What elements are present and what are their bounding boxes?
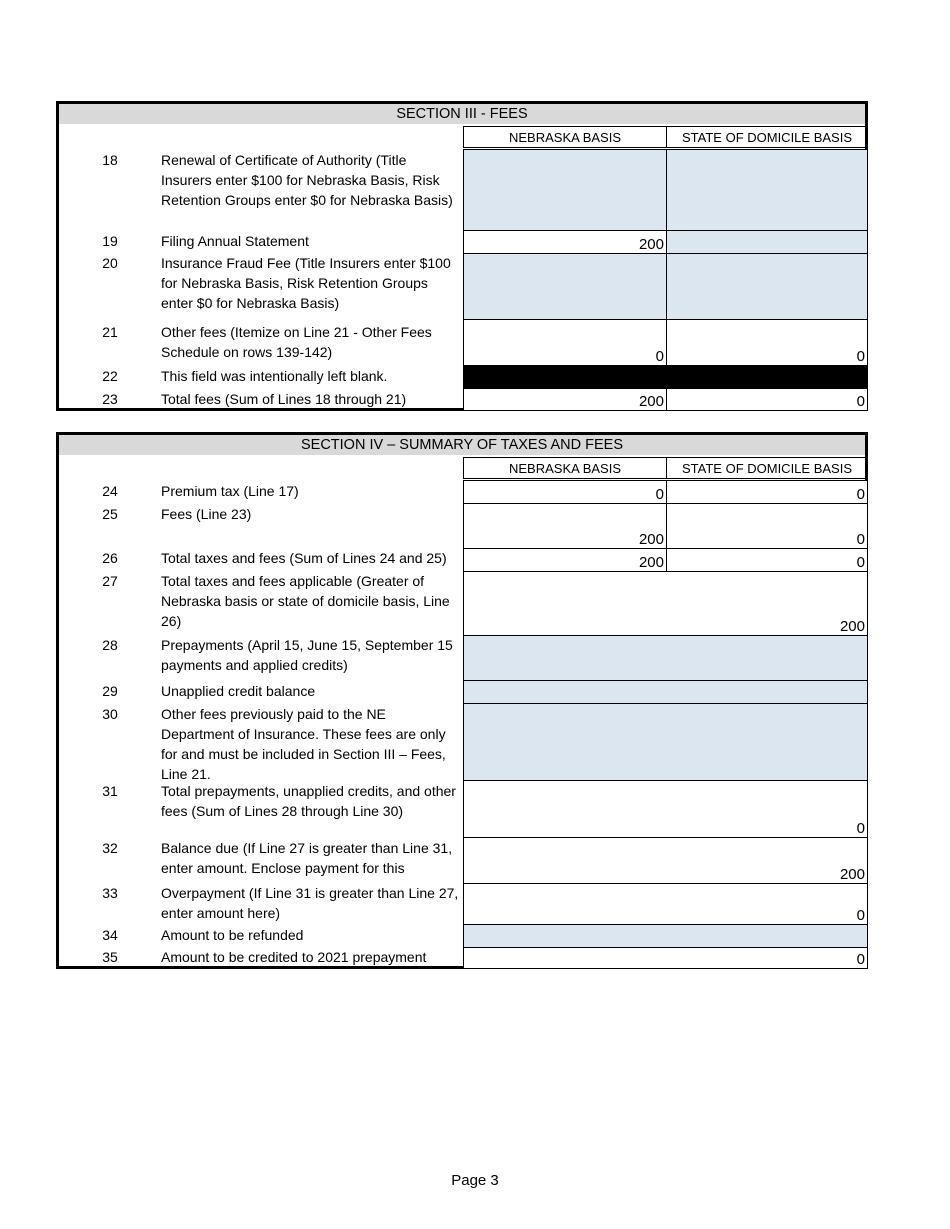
balance-due-field[interactable]: 200 [463,837,868,884]
line-number: 21 [102,324,118,340]
section-title: SECTION IV – SUMMARY OF TAXES AND FEES [59,435,865,455]
line-label: Other fees (Itemize on Line 21 - Other Fees Schedule on rows 139-142) [161,324,432,360]
line-number: 28 [102,637,118,653]
unapplied-credit-field[interactable] [463,680,868,704]
line-number: 29 [102,683,118,699]
line-number: 25 [102,506,118,522]
line-number: 26 [102,550,118,566]
domicile-basis-field[interactable]: 0 [666,388,868,411]
line-number: 31 [102,783,118,799]
line-number: 18 [102,152,118,168]
column-header-nebraska: NEBRASKA BASIS [463,457,667,479]
line-label: Renewal of Certificate of Authority (Title Insurers enter $100 for Nebraska Basis, Risk Retention Groups enter $0 for Nebraska Basis) [161,152,453,208]
line-label: Premium tax (Line 17) [161,483,299,499]
line-number: 35 [102,949,118,965]
line-label: Amount to be credited to 2021 prepayment [161,949,427,965]
nebraska-basis-field[interactable]: 200 [463,230,667,254]
line-number: 33 [102,885,118,901]
line-number: 32 [102,840,118,856]
domicile-basis-field[interactable]: 0 [666,319,868,366]
applicable-total-field[interactable]: 200 [463,571,868,636]
domicile-basis-field[interactable]: 0 [666,548,868,572]
nebraska-basis-field[interactable]: 200 [463,388,667,411]
line-label: Insurance Fraud Fee (Title Insurers enter $100 for Nebraska Basis, Risk Retention Groups enter $0 for Nebraska Basis) [161,255,451,311]
domicile-basis-field[interactable] [666,253,868,320]
nebraska-basis-field[interactable] [463,253,667,320]
line-number: 22 [102,368,118,384]
nebraska-basis-field[interactable]: 0 [463,319,667,366]
line-label: Unapplied credit balance [161,683,316,699]
line-label: Filing Annual Statement [161,233,309,249]
line-label: Total taxes and fees applicable (Greater of Nebraska basis or state of domicile basis, Line 26) [161,573,450,629]
line-number: 23 [102,391,118,407]
column-header-nebraska: NEBRASKA BASIS [463,126,667,148]
line-number: 30 [102,706,118,722]
blank-field [463,366,868,388]
nebraska-basis-field[interactable]: 200 [463,503,667,549]
other-fees-paid-field[interactable] [463,703,868,781]
total-prepayments-field[interactable]: 0 [463,780,868,838]
domicile-basis-field[interactable]: 0 [666,480,868,504]
line-label: Balance due (If Line 27 is greater than Line 31, enter amount. Enclose payment for this [161,840,453,876]
column-header-domicile: STATE OF DOMICILE BASIS [666,126,868,148]
line-label: Total fees (Sum of Lines 18 through 21) [161,391,407,407]
line-label: Total taxes and fees (Sum of Lines 24 and 25) [161,550,447,566]
section-fees [56,101,868,411]
refund-amount-field[interactable] [463,924,868,948]
prepayments-field[interactable] [463,635,868,681]
line-number: 24 [102,483,118,499]
nebraska-basis-field[interactable]: 200 [463,548,667,572]
line-number: 19 [102,233,118,249]
page-number: Page 3 [451,1172,499,1189]
column-header-domicile: STATE OF DOMICILE BASIS [666,457,868,479]
nebraska-basis-field[interactable] [463,149,667,231]
line-label: Other fees previously paid to the NE Department of Insurance. These fees are only for and must be included in Section III – Fees, Line 21. [161,706,446,782]
line-label: Overpayment (If Line 31 is greater than Line 27, enter amount here) [161,885,459,921]
nebraska-basis-field[interactable]: 0 [463,480,667,504]
line-label: Prepayments (April 15, June 15, September 15 payments and applied credits) [161,637,453,673]
line-number: 34 [102,927,118,943]
domicile-basis-field[interactable] [666,149,868,231]
line-number: 20 [102,255,118,271]
line-label: Fees (Line 23) [161,506,252,522]
line-label: Amount to be refunded [161,927,304,943]
line-label: This field was intentionally left blank. [161,368,388,384]
domicile-basis-field[interactable]: 0 [666,503,868,549]
section-summary [56,432,868,969]
line-number: 27 [102,573,118,589]
overpayment-field[interactable]: 0 [463,883,868,925]
domicile-basis-field[interactable] [666,230,868,254]
line-label: Total prepayments, unapplied credits, and other fees (Sum of Lines 28 through Line 30) [161,783,456,819]
credited-prepayment-field[interactable]: 0 [463,947,868,969]
section-title: SECTION III - FEES [59,104,865,124]
